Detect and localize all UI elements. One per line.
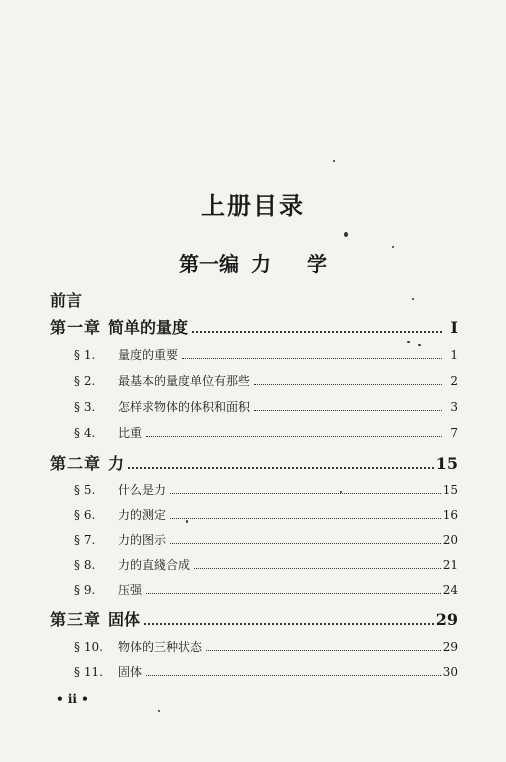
- toc-section-1: [74, 346, 458, 363]
- page-number: I: [450, 318, 458, 337]
- chapter-number: 第二章: [50, 454, 102, 473]
- section-title: 最基本的量度单位有那些: [118, 374, 251, 388]
- page-number: 24: [442, 583, 458, 597]
- page-number: 3: [450, 400, 458, 414]
- page-number: 29: [435, 610, 458, 629]
- toc-section-2: [74, 372, 458, 389]
- page-number: 30: [442, 665, 458, 679]
- page-title: 上册目录: [201, 191, 305, 220]
- page-number: 15: [442, 483, 458, 497]
- part-heading: [0, 248, 506, 277]
- section-title: 力的直綫合成: [118, 558, 191, 572]
- dot-leader: [146, 675, 441, 676]
- part-subject-2: 学: [307, 252, 327, 276]
- scan-speck: [186, 520, 188, 523]
- toc-section-6: [74, 506, 458, 523]
- toc-section-3: [74, 398, 458, 415]
- dot-leader: [170, 493, 441, 494]
- section-number: § 3.: [74, 400, 96, 414]
- dot-leader: [194, 568, 441, 569]
- section-title: 比重: [118, 426, 143, 440]
- section-title: 力的图示: [118, 533, 167, 547]
- dot-leader: [146, 593, 441, 594]
- dot-leader: [146, 436, 442, 437]
- section-number: § 6.: [74, 508, 96, 522]
- toc-chapter-2: [50, 451, 458, 474]
- section-title: 固体: [118, 665, 143, 679]
- dot-leader: [254, 410, 442, 411]
- toc-section-11: [74, 663, 458, 680]
- scan-speck: [407, 341, 410, 343]
- section-title: 物体的三种状态: [118, 640, 203, 654]
- page-number: 16: [442, 508, 458, 522]
- page-number: 7: [450, 426, 458, 440]
- scan-speck: [340, 491, 342, 493]
- section-number: § 4.: [74, 426, 96, 440]
- toc-chapter-1: [50, 315, 458, 338]
- toc-section-9: [74, 581, 458, 598]
- section-title: 量度的重要: [118, 348, 179, 362]
- toc-section-4: [74, 424, 458, 441]
- part-label: 第一编: [179, 252, 239, 276]
- section-number: § 8.: [74, 558, 96, 572]
- page-number: 1: [450, 348, 458, 362]
- dot-leader: [206, 650, 441, 651]
- section-title: 力的测定: [118, 508, 167, 522]
- chapter-title: 简单的量度: [108, 318, 189, 337]
- scan-speck: [392, 246, 394, 248]
- page-number: 2: [450, 374, 458, 388]
- dot-leader: [170, 518, 441, 519]
- section-number: § 1.: [74, 348, 96, 362]
- section-number: § 7.: [74, 533, 96, 547]
- dot-leader: [128, 467, 434, 469]
- chapter-number: 第一章: [50, 318, 102, 337]
- toc-section-7: [74, 531, 458, 548]
- chapter-number: 第三章: [50, 610, 102, 629]
- scan-speck: [412, 298, 414, 300]
- section-number: § 5.: [74, 483, 96, 497]
- section-title: 什么是力: [118, 483, 167, 497]
- toc-preface: 前言: [50, 291, 83, 310]
- toc-chapter-3: [50, 607, 458, 630]
- part-subject-1: 力: [251, 252, 271, 276]
- chapter-title: 力: [108, 454, 125, 473]
- toc-section-10: [74, 638, 458, 655]
- toc-section-8: [74, 556, 458, 573]
- page-number: 21: [442, 558, 458, 572]
- page-number: 29: [442, 640, 458, 654]
- dot-leader: [170, 543, 441, 544]
- scan-speck: [333, 160, 335, 162]
- toc-section-5: [74, 481, 458, 498]
- section-title: 怎样求物体的体积和面积: [118, 400, 251, 414]
- section-number: § 2.: [74, 374, 96, 388]
- section-title: 压强: [118, 583, 143, 597]
- dot-leader: [192, 331, 442, 333]
- scan-speck: [418, 344, 421, 346]
- page-number: 15: [435, 454, 458, 473]
- section-number: § 9.: [74, 583, 96, 597]
- page-footer-mark: • ii •: [56, 692, 89, 706]
- page-number: 20: [442, 533, 458, 547]
- dot-leader: [254, 384, 442, 385]
- chapter-title: 固体: [108, 610, 141, 629]
- dot-leader: [182, 358, 442, 359]
- section-number: § 11.: [74, 665, 103, 679]
- scan-speck: [344, 232, 348, 237]
- dot-leader: [144, 623, 434, 625]
- scan-speck: [158, 710, 160, 712]
- section-number: § 10.: [74, 640, 103, 654]
